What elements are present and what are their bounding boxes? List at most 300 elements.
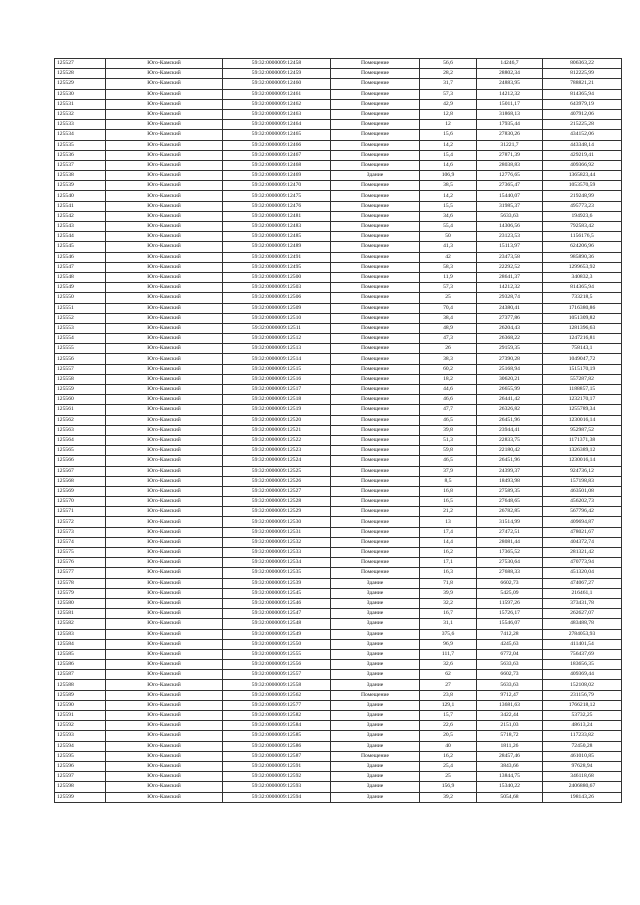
- record-number-cell: 125550: [55, 293, 106, 303]
- area-cell: 59,8: [420, 446, 477, 456]
- cadastral-number-cell: 59:32:0000009:12467: [223, 150, 331, 160]
- district-cell: Юго-Камский: [106, 252, 223, 262]
- cadastral-number-cell: 59:32:0000009:12546: [223, 598, 331, 608]
- cadastral-number-cell: 59:32:0000009:12524: [223, 456, 331, 466]
- table-row: [55, 272, 622, 282]
- cadastral-register-sheet: [54, 58, 622, 803]
- record-number-cell: 125585: [55, 649, 106, 659]
- district-cell: Юго-Камский: [106, 242, 223, 252]
- cadastral-number-cell: 59:32:0000009:12489: [223, 242, 331, 252]
- cadastral-number-cell: 59:32:0000009:12591: [223, 761, 331, 771]
- object-type-cell: Помещение: [331, 537, 420, 547]
- district-cell: Юго-Камский: [106, 313, 223, 323]
- specific-value-cell: 13844,75: [477, 772, 543, 782]
- record-number-cell: 125591: [55, 711, 106, 721]
- cadastral-number-cell: 59:32:0000009:12515: [223, 364, 331, 374]
- object-type-cell: Помещение: [331, 456, 420, 466]
- area-cell: 15,6: [420, 130, 477, 140]
- specific-value-cell: 27530,64: [477, 558, 543, 568]
- table-row: [55, 548, 622, 558]
- table-row: [55, 364, 622, 374]
- cadastral-number-cell: 59:32:0000009:12586: [223, 741, 331, 751]
- object-type-cell: Помещение: [331, 507, 420, 517]
- record-number-cell: 125533: [55, 120, 106, 130]
- specific-value-cell: 6602,73: [477, 578, 543, 588]
- specific-value-cell: 24380,41: [477, 303, 543, 313]
- record-number-cell: 125556: [55, 354, 106, 364]
- area-cell: 31,7: [420, 79, 477, 89]
- object-type-cell: Помещение: [331, 89, 420, 99]
- cadastral-number-cell: 59:32:0000009:12500: [223, 272, 331, 282]
- record-number-cell: 125532: [55, 109, 106, 119]
- district-cell: Юго-Камский: [106, 772, 223, 782]
- table-row: [55, 700, 622, 710]
- cadastral-number-cell: 59:32:0000009:12475: [223, 191, 331, 201]
- district-cell: Юго-Камский: [106, 711, 223, 721]
- object-type-cell: Помещение: [331, 486, 420, 496]
- cadastral-value-table: [54, 58, 622, 803]
- cadastral-number-cell: 59:32:0000009:12528: [223, 497, 331, 507]
- district-cell: Юго-Камский: [106, 181, 223, 191]
- object-type-cell: Помещение: [331, 150, 420, 160]
- record-number-cell: 125596: [55, 761, 106, 771]
- object-type-cell: Помещение: [331, 354, 420, 364]
- specific-value-cell: 9712,47: [477, 690, 543, 700]
- record-number-cell: 125579: [55, 588, 106, 598]
- area-cell: 17,1: [420, 558, 477, 568]
- area-cell: 55,4: [420, 222, 477, 232]
- table-row: [55, 507, 622, 517]
- object-type-cell: Здание: [331, 761, 420, 771]
- specific-value-cell: 31221,7: [477, 140, 543, 150]
- record-number-cell: 125572: [55, 517, 106, 527]
- record-number-cell: 125594: [55, 741, 106, 751]
- cadastral-value-cell: 567796,42: [543, 507, 622, 517]
- cadastral-number-cell: 59:32:0000009:12462: [223, 99, 331, 109]
- cadastral-value-cell: 183656,35: [543, 660, 622, 670]
- cadastral-value-cell: 1051309,82: [543, 313, 622, 323]
- table-row: [55, 385, 622, 395]
- district-cell: Юго-Камский: [106, 588, 223, 598]
- record-number-cell: 125543: [55, 222, 106, 232]
- table-row: [55, 150, 622, 160]
- table-row: [55, 527, 622, 537]
- area-cell: 25,4: [420, 761, 477, 771]
- cadastral-value-cell: 97628,94: [543, 761, 622, 771]
- cadastral-number-cell: 59:32:0000009:12533: [223, 548, 331, 558]
- specific-value-cell: 23123,53: [477, 232, 543, 242]
- cadastral-number-cell: 59:32:0000009:12556: [223, 660, 331, 670]
- district-cell: Юго-Камский: [106, 150, 223, 160]
- district-cell: Юго-Камский: [106, 130, 223, 140]
- cadastral-value-cell: 624206,96: [543, 242, 622, 252]
- object-type-cell: Помещение: [331, 548, 420, 558]
- district-cell: Юго-Камский: [106, 629, 223, 639]
- cadastral-number-cell: 59:32:0000009:12531: [223, 527, 331, 537]
- specific-value-cell: 3843,66: [477, 761, 543, 771]
- table-row: [55, 670, 622, 680]
- area-cell: 57,3: [420, 283, 477, 293]
- district-cell: Юго-Камский: [106, 690, 223, 700]
- district-cell: Юго-Камский: [106, 364, 223, 374]
- table-row: [55, 680, 622, 690]
- object-type-cell: Помещение: [331, 252, 420, 262]
- object-type-cell: Помещение: [331, 344, 420, 354]
- area-cell: 41,3: [420, 242, 477, 252]
- area-cell: 21,2: [420, 507, 477, 517]
- cadastral-value-cell: 157198,83: [543, 476, 622, 486]
- object-type-cell: Помещение: [331, 374, 420, 384]
- object-type-cell: Помещение: [331, 558, 420, 568]
- cadastral-number-cell: 59:32:0000009:12458: [223, 59, 331, 69]
- object-type-cell: Здание: [331, 629, 420, 639]
- specific-value-cell: 1811,26: [477, 741, 543, 751]
- specific-value-cell: 7412,28: [477, 629, 543, 639]
- record-number-cell: 125555: [55, 344, 106, 354]
- cadastral-number-cell: 59:32:0000009:12466: [223, 140, 331, 150]
- area-cell: 15,4: [420, 150, 477, 160]
- area-cell: 57,3: [420, 89, 477, 99]
- specific-value-cell: 5718,72: [477, 731, 543, 741]
- table-row: [55, 731, 622, 741]
- object-type-cell: Здание: [331, 588, 420, 598]
- specific-value-cell: 28641,37: [477, 272, 543, 282]
- record-number-cell: 125595: [55, 751, 106, 761]
- cadastral-number-cell: 59:32:0000009:12485: [223, 232, 331, 242]
- district-cell: Юго-Камский: [106, 476, 223, 486]
- cadastral-value-cell: 456202,73: [543, 497, 622, 507]
- record-number-cell: 125570: [55, 497, 106, 507]
- district-cell: Юго-Камский: [106, 660, 223, 670]
- specific-value-cell: 26441,42: [477, 395, 543, 405]
- district-cell: Юго-Камский: [106, 456, 223, 466]
- cadastral-value-cell: 53732,25: [543, 711, 622, 721]
- record-number-cell: 125551: [55, 303, 106, 313]
- table-row: [55, 721, 622, 731]
- cadastral-value-cell: 478021,67: [543, 527, 622, 537]
- district-cell: Юго-Камский: [106, 598, 223, 608]
- table-row: [55, 89, 622, 99]
- record-number-cell: 125549: [55, 283, 106, 293]
- table-row: [55, 283, 622, 293]
- table-row: [55, 130, 622, 140]
- table-row: [55, 140, 622, 150]
- specific-value-cell: 27688,33: [477, 568, 543, 578]
- cadastral-number-cell: 59:32:0000009:12506: [223, 293, 331, 303]
- cadastral-number-cell: 59:32:0000009:12521: [223, 425, 331, 435]
- record-number-cell: 125561: [55, 405, 106, 415]
- specific-value-cell: 27365,47: [477, 181, 543, 191]
- cadastral-value-cell: 1299653,92: [543, 262, 622, 272]
- record-number-cell: 125597: [55, 772, 106, 782]
- area-cell: 16,2: [420, 751, 477, 761]
- cadastral-number-cell: 59:32:0000009:12476: [223, 201, 331, 211]
- table-row: [55, 293, 622, 303]
- object-type-cell: Здание: [331, 680, 420, 690]
- object-type-cell: Помещение: [331, 313, 420, 323]
- cadastral-number-cell: 59:32:0000009:12516: [223, 374, 331, 384]
- specific-value-cell: 18493,98: [477, 476, 543, 486]
- table-row: [55, 690, 622, 700]
- record-number-cell: 125576: [55, 558, 106, 568]
- cadastral-value-cell: 1326389,12: [543, 446, 622, 456]
- cadastral-number-cell: 59:32:0000009:12523: [223, 446, 331, 456]
- object-type-cell: Помещение: [331, 690, 420, 700]
- cadastral-value-cell: 952987,52: [543, 425, 622, 435]
- record-number-cell: 125552: [55, 313, 106, 323]
- area-cell: 50: [420, 232, 477, 242]
- area-cell: 129,1: [420, 700, 477, 710]
- object-type-cell: Помещение: [331, 109, 420, 119]
- record-number-cell: 125582: [55, 619, 106, 629]
- district-cell: Юго-Камский: [106, 232, 223, 242]
- cadastral-number-cell: 59:32:0000009:12549: [223, 629, 331, 639]
- cadastral-value-cell: 451320,04: [543, 568, 622, 578]
- specific-value-cell: 14212,32: [477, 283, 543, 293]
- area-cell: 14,2: [420, 191, 477, 201]
- record-number-cell: 125531: [55, 99, 106, 109]
- area-cell: 38,3: [420, 354, 477, 364]
- specific-value-cell: 28081,44: [477, 537, 543, 547]
- area-cell: 38,4: [420, 313, 477, 323]
- record-number-cell: 125553: [55, 323, 106, 333]
- area-cell: 14,6: [420, 160, 477, 170]
- specific-value-cell: 26655,99: [477, 385, 543, 395]
- area-cell: 15,7: [420, 711, 477, 721]
- district-cell: Юго-Камский: [106, 537, 223, 547]
- district-cell: Юго-Камский: [106, 303, 223, 313]
- specific-value-cell: 5633,63: [477, 680, 543, 690]
- specific-value-cell: 15546,07: [477, 619, 543, 629]
- object-type-cell: Помещение: [331, 191, 420, 201]
- specific-value-cell: 2151,03: [477, 721, 543, 731]
- specific-value-cell: 27472,51: [477, 527, 543, 537]
- district-cell: Юго-Камский: [106, 568, 223, 578]
- specific-value-cell: 13681,63: [477, 700, 543, 710]
- table-row: [55, 629, 622, 639]
- cadastral-value-cell: 812225,99: [543, 69, 622, 79]
- cadastral-value-cell: 340832,3: [543, 272, 622, 282]
- cadastral-number-cell: 59:32:0000009:12562: [223, 690, 331, 700]
- specific-value-cell: 27589,35: [477, 486, 543, 496]
- district-cell: Юго-Камский: [106, 782, 223, 792]
- record-number-cell: 125564: [55, 435, 106, 445]
- cadastral-number-cell: 59:32:0000009:12584: [223, 721, 331, 731]
- object-type-cell: Помещение: [331, 160, 420, 170]
- district-cell: Юго-Камский: [106, 619, 223, 629]
- record-number-cell: 125588: [55, 680, 106, 690]
- area-cell: 38,5: [420, 181, 477, 191]
- cadastral-value-cell: 1766218,12: [543, 700, 622, 710]
- specific-value-cell: 26782,85: [477, 507, 543, 517]
- record-number-cell: 125577: [55, 568, 106, 578]
- table-body: [55, 59, 622, 803]
- object-type-cell: Помещение: [331, 323, 420, 333]
- area-cell: 34,6: [420, 211, 477, 221]
- cadastral-value-cell: 756437,69: [543, 649, 622, 659]
- object-type-cell: Помещение: [331, 242, 420, 252]
- object-type-cell: Помещение: [331, 293, 420, 303]
- cadastral-value-cell: 152108,02: [543, 680, 622, 690]
- object-type-cell: Здание: [331, 598, 420, 608]
- object-type-cell: Помещение: [331, 140, 420, 150]
- table-row: [55, 466, 622, 476]
- cadastral-value-cell: 474067,27: [543, 578, 622, 588]
- cadastral-number-cell: 59:32:0000009:12520: [223, 415, 331, 425]
- table-row: [55, 761, 622, 771]
- record-number-cell: 125573: [55, 527, 106, 537]
- specific-value-cell: 5425,09: [477, 588, 543, 598]
- table-row: [55, 99, 622, 109]
- area-cell: 15,5: [420, 201, 477, 211]
- record-number-cell: 125528: [55, 69, 106, 79]
- district-cell: Юго-Камский: [106, 334, 223, 344]
- district-cell: Юго-Камский: [106, 435, 223, 445]
- record-number-cell: 125598: [55, 782, 106, 792]
- specific-value-cell: 28457,46: [477, 751, 543, 761]
- district-cell: Юго-Камский: [106, 272, 223, 282]
- district-cell: Юго-Камский: [106, 731, 223, 741]
- object-type-cell: Помещение: [331, 405, 420, 415]
- object-type-cell: Помещение: [331, 334, 420, 344]
- cadastral-value-cell: 281321,42: [543, 548, 622, 558]
- record-number-cell: 125539: [55, 181, 106, 191]
- specific-value-cell: 29328,74: [477, 293, 543, 303]
- table-row: [55, 517, 622, 527]
- cadastral-number-cell: 59:32:0000009:12592: [223, 772, 331, 782]
- object-type-cell: Здание: [331, 731, 420, 741]
- area-cell: 62: [420, 670, 477, 680]
- table-row: [55, 598, 622, 608]
- specific-value-cell: 17935,44: [477, 120, 543, 130]
- table-row: [55, 609, 622, 619]
- cadastral-number-cell: 59:32:0000009:12532: [223, 537, 331, 547]
- table-row: [55, 313, 622, 323]
- object-type-cell: Помещение: [331, 303, 420, 313]
- specific-value-cell: 27871,39: [477, 150, 543, 160]
- district-cell: Юго-Камский: [106, 721, 223, 731]
- area-cell: 28,2: [420, 69, 477, 79]
- cadastral-number-cell: 59:32:0000009:12558: [223, 680, 331, 690]
- district-cell: Юго-Камский: [106, 486, 223, 496]
- object-type-cell: Здание: [331, 721, 420, 731]
- cadastral-number-cell: 59:32:0000009:12585: [223, 731, 331, 741]
- record-number-cell: 125592: [55, 721, 106, 731]
- table-row: [55, 619, 622, 629]
- record-number-cell: 125580: [55, 598, 106, 608]
- record-number-cell: 125563: [55, 425, 106, 435]
- cadastral-number-cell: 59:32:0000009:12465: [223, 130, 331, 140]
- cadastral-value-cell: 733218,5: [543, 293, 622, 303]
- specific-value-cell: 17365,52: [477, 548, 543, 558]
- area-cell: 17,4: [420, 527, 477, 537]
- district-cell: Юго-Камский: [106, 344, 223, 354]
- area-cell: 16,8: [420, 486, 477, 496]
- cadastral-number-cell: 59:32:0000009:12534: [223, 558, 331, 568]
- specific-value-cell: 15011,17: [477, 99, 543, 109]
- area-cell: 156,9: [420, 782, 477, 792]
- specific-value-cell: 14246,7: [477, 59, 543, 69]
- area-cell: 32,6: [420, 660, 477, 670]
- record-number-cell: 125534: [55, 130, 106, 140]
- cadastral-value-cell: 806363,22: [543, 59, 622, 69]
- area-cell: 60,2: [420, 364, 477, 374]
- cadastral-value-cell: 411401,54: [543, 639, 622, 649]
- cadastral-number-cell: 59:32:0000009:12514: [223, 354, 331, 364]
- record-number-cell: 125569: [55, 486, 106, 496]
- cadastral-value-cell: 219248,99: [543, 191, 622, 201]
- object-type-cell: Помещение: [331, 222, 420, 232]
- cadastral-value-cell: 434152,06: [543, 130, 622, 140]
- object-type-cell: Помещение: [331, 497, 420, 507]
- area-cell: 12,8: [420, 109, 477, 119]
- table-row: [55, 711, 622, 721]
- record-number-cell: 125559: [55, 385, 106, 395]
- object-type-cell: Здание: [331, 792, 420, 802]
- table-row: [55, 323, 622, 333]
- specific-value-cell: 28038,83: [477, 160, 543, 170]
- cadastral-number-cell: 59:32:0000009:12548: [223, 619, 331, 629]
- district-cell: Юго-Камский: [106, 201, 223, 211]
- record-number-cell: 125548: [55, 272, 106, 282]
- district-cell: Юго-Камский: [106, 609, 223, 619]
- district-cell: Юго-Камский: [106, 446, 223, 456]
- object-type-cell: Помещение: [331, 120, 420, 130]
- district-cell: Юго-Камский: [106, 527, 223, 537]
- table-row: [55, 120, 622, 130]
- area-cell: 11,9: [420, 272, 477, 282]
- area-cell: 26: [420, 344, 477, 354]
- object-type-cell: Здание: [331, 609, 420, 619]
- cadastral-value-cell: 1188857,15: [543, 385, 622, 395]
- district-cell: Юго-Камский: [106, 385, 223, 395]
- cadastral-number-cell: 59:32:0000009:12460: [223, 79, 331, 89]
- cadastral-value-cell: 483488,78: [543, 619, 622, 629]
- specific-value-cell: 24399,37: [477, 466, 543, 476]
- object-type-cell: Помещение: [331, 99, 420, 109]
- table-row: [55, 201, 622, 211]
- area-cell: 106,9: [420, 171, 477, 181]
- cadastral-value-cell: 407912,06: [543, 109, 622, 119]
- object-type-cell: Здание: [331, 578, 420, 588]
- cadastral-value-cell: 216461,1: [543, 588, 622, 598]
- area-cell: 25: [420, 772, 477, 782]
- district-cell: Юго-Камский: [106, 507, 223, 517]
- specific-value-cell: 31985,37: [477, 201, 543, 211]
- specific-value-cell: 5633,63: [477, 660, 543, 670]
- table-row: [55, 415, 622, 425]
- specific-value-cell: 27377,86: [477, 313, 543, 323]
- record-number-cell: 125574: [55, 537, 106, 547]
- object-type-cell: Помещение: [331, 527, 420, 537]
- cadastral-value-cell: 1049047,72: [543, 354, 622, 364]
- cadastral-value-cell: 643979,19: [543, 99, 622, 109]
- object-type-cell: Помещение: [331, 262, 420, 272]
- cadastral-value-cell: 1281396,63: [543, 323, 622, 333]
- table-row: [55, 751, 622, 761]
- area-cell: 42: [420, 252, 477, 262]
- specific-value-cell: 27390,28: [477, 354, 543, 364]
- specific-value-cell: 31868,13: [477, 109, 543, 119]
- area-cell: 14,2: [420, 140, 477, 150]
- specific-value-cell: 26326,82: [477, 405, 543, 415]
- cadastral-value-cell: 1232170,17: [543, 395, 622, 405]
- cadastral-value-cell: 262627,07: [543, 609, 622, 619]
- district-cell: Юго-Камский: [106, 99, 223, 109]
- cadastral-value-cell: 463501,08: [543, 486, 622, 496]
- object-type-cell: Помещение: [331, 232, 420, 242]
- table-row: [55, 446, 622, 456]
